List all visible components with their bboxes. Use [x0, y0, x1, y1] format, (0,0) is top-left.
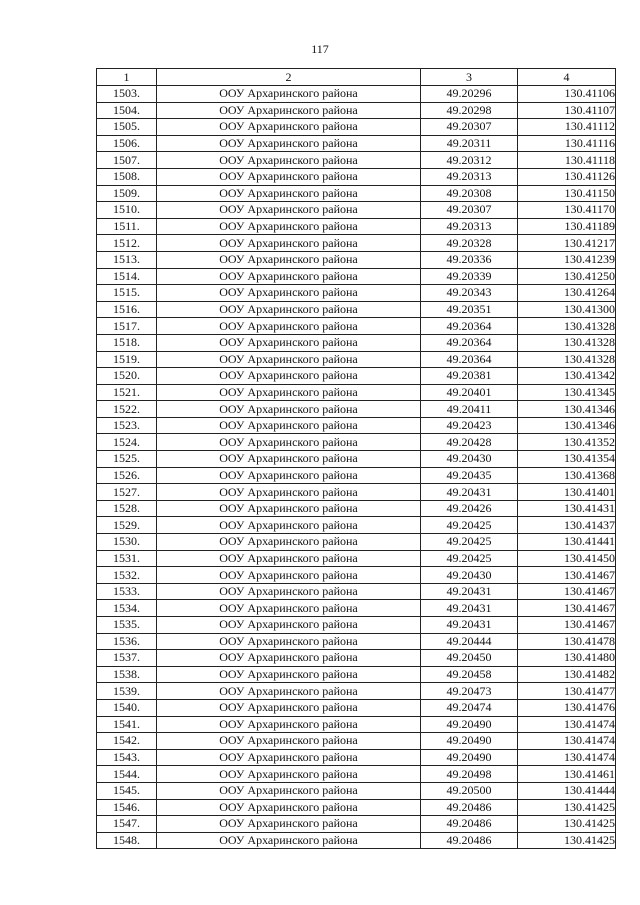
row-number-cell: 1533.	[97, 583, 157, 600]
owner-name-cell: ООУ Архаринского района	[157, 782, 421, 799]
owner-name-cell: ООУ Архаринского района	[157, 451, 421, 468]
longitude-cell: 130.41328	[518, 318, 616, 335]
latitude-cell: 49.20500	[421, 782, 518, 799]
longitude-cell: 130.41118	[518, 152, 616, 169]
owner-name-cell: ООУ Архаринского района	[157, 318, 421, 335]
table-row	[97, 285, 616, 302]
row-number-cell: 1541.	[97, 716, 157, 733]
table-row	[97, 766, 616, 783]
owner-name-cell: ООУ Архаринского района	[157, 766, 421, 783]
latitude-cell: 49.20444	[421, 633, 518, 650]
table-row	[97, 799, 616, 816]
longitude-cell: 130.41300	[518, 301, 616, 318]
latitude-cell: 49.20313	[421, 218, 518, 235]
table-row	[97, 600, 616, 617]
row-number-cell: 1520.	[97, 368, 157, 385]
row-number-cell: 1516.	[97, 301, 157, 318]
table-row	[97, 467, 616, 484]
row-number-cell: 1536.	[97, 633, 157, 650]
latitude-cell: 49.20473	[421, 683, 518, 700]
latitude-cell: 49.20430	[421, 567, 518, 584]
table-row	[97, 583, 616, 600]
table-row	[97, 185, 616, 202]
longitude-cell: 130.41217	[518, 235, 616, 252]
longitude-cell: 130.41264	[518, 285, 616, 302]
page-number: 117	[311, 42, 329, 56]
row-number-cell: 1513.	[97, 251, 157, 268]
row-number-cell: 1507.	[97, 152, 157, 169]
row-number-cell: 1506.	[97, 135, 157, 152]
longitude-cell: 130.41346	[518, 401, 616, 418]
owner-name-cell: ООУ Архаринского района	[157, 832, 421, 849]
longitude-cell: 130.41476	[518, 699, 616, 716]
table-row	[97, 633, 616, 650]
row-number-cell: 1518.	[97, 334, 157, 351]
table-row	[97, 384, 616, 401]
owner-name-cell: ООУ Архаринского района	[157, 500, 421, 517]
latitude-cell: 49.20431	[421, 617, 518, 634]
owner-name-cell: ООУ Архаринского района	[157, 401, 421, 418]
row-number-cell: 1530.	[97, 534, 157, 551]
owner-name-cell: ООУ Архаринского района	[157, 301, 421, 318]
owner-name-cell: ООУ Архаринского района	[157, 633, 421, 650]
table-row	[97, 650, 616, 667]
longitude-cell: 130.41401	[518, 484, 616, 501]
row-number-cell: 1529.	[97, 517, 157, 534]
latitude-cell: 49.20458	[421, 666, 518, 683]
longitude-cell: 130.41450	[518, 550, 616, 567]
longitude-cell: 130.41480	[518, 650, 616, 667]
table-row	[97, 550, 616, 567]
table-row	[97, 401, 616, 418]
row-number-cell: 1545.	[97, 782, 157, 799]
longitude-cell: 130.41346	[518, 417, 616, 434]
owner-name-cell: ООУ Архаринского района	[157, 417, 421, 434]
longitude-cell: 130.41425	[518, 816, 616, 833]
table-row	[97, 86, 616, 103]
owner-name-cell: ООУ Архаринского района	[157, 434, 421, 451]
owner-name-cell: ООУ Архаринского района	[157, 567, 421, 584]
row-number-cell: 1535.	[97, 617, 157, 634]
row-number-cell: 1532.	[97, 567, 157, 584]
longitude-cell: 130.41112	[518, 119, 616, 136]
row-number-cell: 1546.	[97, 799, 157, 816]
owner-name-cell: ООУ Архаринского района	[157, 152, 421, 169]
longitude-cell: 130.41437	[518, 517, 616, 534]
row-number-cell: 1522.	[97, 401, 157, 418]
owner-name-cell: ООУ Архаринского района	[157, 666, 421, 683]
row-number-cell: 1504.	[97, 102, 157, 119]
table-row	[97, 832, 616, 849]
longitude-cell: 130.41461	[518, 766, 616, 783]
latitude-cell: 49.20311	[421, 135, 518, 152]
table-row	[97, 816, 616, 833]
longitude-cell: 130.41444	[518, 782, 616, 799]
row-number-cell: 1524.	[97, 434, 157, 451]
owner-name-cell: ООУ Архаринского района	[157, 102, 421, 119]
longitude-cell: 130.41116	[518, 135, 616, 152]
row-number-cell: 1538.	[97, 666, 157, 683]
longitude-cell: 130.41239	[518, 251, 616, 268]
table-row	[97, 434, 616, 451]
longitude-cell: 130.41467	[518, 583, 616, 600]
longitude-cell: 130.41474	[518, 716, 616, 733]
latitude-cell: 49.20336	[421, 251, 518, 268]
row-number-cell: 1534.	[97, 600, 157, 617]
table-row	[97, 666, 616, 683]
owner-name-cell: ООУ Архаринского района	[157, 484, 421, 501]
longitude-cell: 130.41425	[518, 799, 616, 816]
table-row	[97, 251, 616, 268]
table-body	[97, 86, 616, 849]
table-row	[97, 235, 616, 252]
longitude-cell: 130.41474	[518, 749, 616, 766]
owner-name-cell: ООУ Архаринского района	[157, 799, 421, 816]
latitude-cell: 49.20298	[421, 102, 518, 119]
table-row	[97, 119, 616, 136]
longitude-cell: 130.41368	[518, 467, 616, 484]
column-header-3: 3	[421, 69, 518, 86]
row-number-cell: 1525.	[97, 451, 157, 468]
table-row	[97, 567, 616, 584]
latitude-cell: 49.20431	[421, 484, 518, 501]
row-number-cell: 1543.	[97, 749, 157, 766]
row-number-cell: 1517.	[97, 318, 157, 335]
table-row	[97, 135, 616, 152]
owner-name-cell: ООУ Архаринского района	[157, 550, 421, 567]
table-row	[97, 334, 616, 351]
owner-name-cell: ООУ Архаринского района	[157, 733, 421, 750]
owner-name-cell: ООУ Архаринского района	[157, 716, 421, 733]
longitude-cell: 130.41441	[518, 534, 616, 551]
longitude-cell: 130.41342	[518, 368, 616, 385]
table-row	[97, 202, 616, 219]
latitude-cell: 49.20474	[421, 699, 518, 716]
table-row	[97, 168, 616, 185]
table-row	[97, 417, 616, 434]
owner-name-cell: ООУ Архаринского района	[157, 135, 421, 152]
row-number-cell: 1537.	[97, 650, 157, 667]
owner-name-cell: ООУ Архаринского района	[157, 749, 421, 766]
longitude-cell: 130.41425	[518, 832, 616, 849]
row-number-cell: 1539.	[97, 683, 157, 700]
owner-name-cell: ООУ Архаринского района	[157, 202, 421, 219]
row-number-cell: 1505.	[97, 119, 157, 136]
table-row	[97, 268, 616, 285]
owner-name-cell: ООУ Архаринского района	[157, 86, 421, 103]
owner-name-cell: ООУ Архаринского района	[157, 517, 421, 534]
latitude-cell: 49.20486	[421, 799, 518, 816]
latitude-cell: 49.20431	[421, 583, 518, 600]
longitude-cell: 130.41477	[518, 683, 616, 700]
latitude-cell: 49.20435	[421, 467, 518, 484]
table-row	[97, 749, 616, 766]
table-row	[97, 451, 616, 468]
row-number-cell: 1547.	[97, 816, 157, 833]
latitude-cell: 49.20364	[421, 351, 518, 368]
longitude-cell: 130.41352	[518, 434, 616, 451]
longitude-cell: 130.41431	[518, 500, 616, 517]
latitude-cell: 49.20490	[421, 749, 518, 766]
table-row	[97, 617, 616, 634]
owner-name-cell: ООУ Архаринского района	[157, 251, 421, 268]
latitude-cell: 49.20486	[421, 816, 518, 833]
owner-name-cell: ООУ Архаринского района	[157, 534, 421, 551]
table-header-row	[97, 69, 616, 86]
owner-name-cell: ООУ Архаринского района	[157, 268, 421, 285]
longitude-cell: 130.41354	[518, 451, 616, 468]
table-row	[97, 699, 616, 716]
table-row	[97, 782, 616, 799]
owner-name-cell: ООУ Архаринского района	[157, 583, 421, 600]
latitude-cell: 49.20426	[421, 500, 518, 517]
owner-name-cell: ООУ Архаринского района	[157, 168, 421, 185]
row-number-cell: 1544.	[97, 766, 157, 783]
table-row	[97, 152, 616, 169]
longitude-cell: 130.41328	[518, 334, 616, 351]
longitude-cell: 130.41170	[518, 202, 616, 219]
longitude-cell: 130.41474	[518, 733, 616, 750]
latitude-cell: 49.20307	[421, 202, 518, 219]
owner-name-cell: ООУ Архаринского района	[157, 600, 421, 617]
table-row	[97, 318, 616, 335]
longitude-cell: 130.41126	[518, 168, 616, 185]
row-number-cell: 1512.	[97, 235, 157, 252]
owner-name-cell: ООУ Архаринского района	[157, 119, 421, 136]
row-number-cell: 1503.	[97, 86, 157, 103]
row-number-cell: 1548.	[97, 832, 157, 849]
owner-name-cell: ООУ Архаринского района	[157, 699, 421, 716]
table-row	[97, 351, 616, 368]
latitude-cell: 49.20339	[421, 268, 518, 285]
latitude-cell: 49.20411	[421, 401, 518, 418]
latitude-cell: 49.20307	[421, 119, 518, 136]
latitude-cell: 49.20351	[421, 301, 518, 318]
owner-name-cell: ООУ Архаринского района	[157, 368, 421, 385]
owner-name-cell: ООУ Архаринского района	[157, 650, 421, 667]
latitude-cell: 49.20308	[421, 185, 518, 202]
table-row	[97, 102, 616, 119]
owner-name-cell: ООУ Архаринского района	[157, 218, 421, 235]
table-row	[97, 368, 616, 385]
owner-name-cell: ООУ Архаринского района	[157, 683, 421, 700]
owner-name-cell: ООУ Архаринского района	[157, 816, 421, 833]
latitude-cell: 49.20313	[421, 168, 518, 185]
latitude-cell: 49.20425	[421, 517, 518, 534]
table-row	[97, 484, 616, 501]
longitude-cell: 130.41250	[518, 268, 616, 285]
longitude-cell: 130.41150	[518, 185, 616, 202]
column-header-1: 1	[97, 69, 157, 86]
latitude-cell: 49.20425	[421, 550, 518, 567]
table-row	[97, 534, 616, 551]
table-row	[97, 733, 616, 750]
latitude-cell: 49.20430	[421, 451, 518, 468]
latitude-cell: 49.20312	[421, 152, 518, 169]
table-row	[97, 301, 616, 318]
owner-name-cell: ООУ Архаринского района	[157, 617, 421, 634]
latitude-cell: 49.20296	[421, 86, 518, 103]
owner-name-cell: ООУ Архаринского района	[157, 467, 421, 484]
longitude-cell: 130.41345	[518, 384, 616, 401]
column-header-2: 2	[157, 69, 421, 86]
latitude-cell: 49.20490	[421, 716, 518, 733]
row-number-cell: 1508.	[97, 168, 157, 185]
latitude-cell: 49.20401	[421, 384, 518, 401]
latitude-cell: 49.20343	[421, 285, 518, 302]
table-row	[97, 500, 616, 517]
row-number-cell: 1542.	[97, 733, 157, 750]
longitude-cell: 130.41189	[518, 218, 616, 235]
latitude-cell: 49.20498	[421, 766, 518, 783]
latitude-cell: 49.20490	[421, 733, 518, 750]
row-number-cell: 1521.	[97, 384, 157, 401]
latitude-cell: 49.20364	[421, 334, 518, 351]
longitude-cell: 130.41467	[518, 617, 616, 634]
row-number-cell: 1526.	[97, 467, 157, 484]
row-number-cell: 1531.	[97, 550, 157, 567]
latitude-cell: 49.20486	[421, 832, 518, 849]
latitude-cell: 49.20428	[421, 434, 518, 451]
owner-name-cell: ООУ Архаринского района	[157, 384, 421, 401]
owner-name-cell: ООУ Архаринского района	[157, 334, 421, 351]
table-row	[97, 683, 616, 700]
owner-name-cell: ООУ Архаринского района	[157, 185, 421, 202]
owner-name-cell: ООУ Архаринского района	[157, 285, 421, 302]
longitude-cell: 130.41107	[518, 102, 616, 119]
longitude-cell: 130.41482	[518, 666, 616, 683]
row-number-cell: 1523.	[97, 417, 157, 434]
longitude-cell: 130.41467	[518, 567, 616, 584]
row-number-cell: 1540.	[97, 699, 157, 716]
row-number-cell: 1514.	[97, 268, 157, 285]
coordinates-table	[96, 68, 616, 849]
latitude-cell: 49.20381	[421, 368, 518, 385]
longitude-cell: 130.41467	[518, 600, 616, 617]
longitude-cell: 130.41106	[518, 86, 616, 103]
latitude-cell: 49.20425	[421, 534, 518, 551]
row-number-cell: 1511.	[97, 218, 157, 235]
latitude-cell: 49.20450	[421, 650, 518, 667]
owner-name-cell: ООУ Архаринского района	[157, 351, 421, 368]
owner-name-cell: ООУ Архаринского района	[157, 235, 421, 252]
longitude-cell: 130.41328	[518, 351, 616, 368]
latitude-cell: 49.20431	[421, 600, 518, 617]
latitude-cell: 49.20328	[421, 235, 518, 252]
row-number-cell: 1515.	[97, 285, 157, 302]
row-number-cell: 1519.	[97, 351, 157, 368]
latitude-cell: 49.20364	[421, 318, 518, 335]
column-header-4: 4	[518, 69, 616, 86]
row-number-cell: 1527.	[97, 484, 157, 501]
table-row	[97, 517, 616, 534]
longitude-cell: 130.41478	[518, 633, 616, 650]
table-row	[97, 716, 616, 733]
latitude-cell: 49.20423	[421, 417, 518, 434]
table-row	[97, 218, 616, 235]
row-number-cell: 1528.	[97, 500, 157, 517]
row-number-cell: 1509.	[97, 185, 157, 202]
row-number-cell: 1510.	[97, 202, 157, 219]
